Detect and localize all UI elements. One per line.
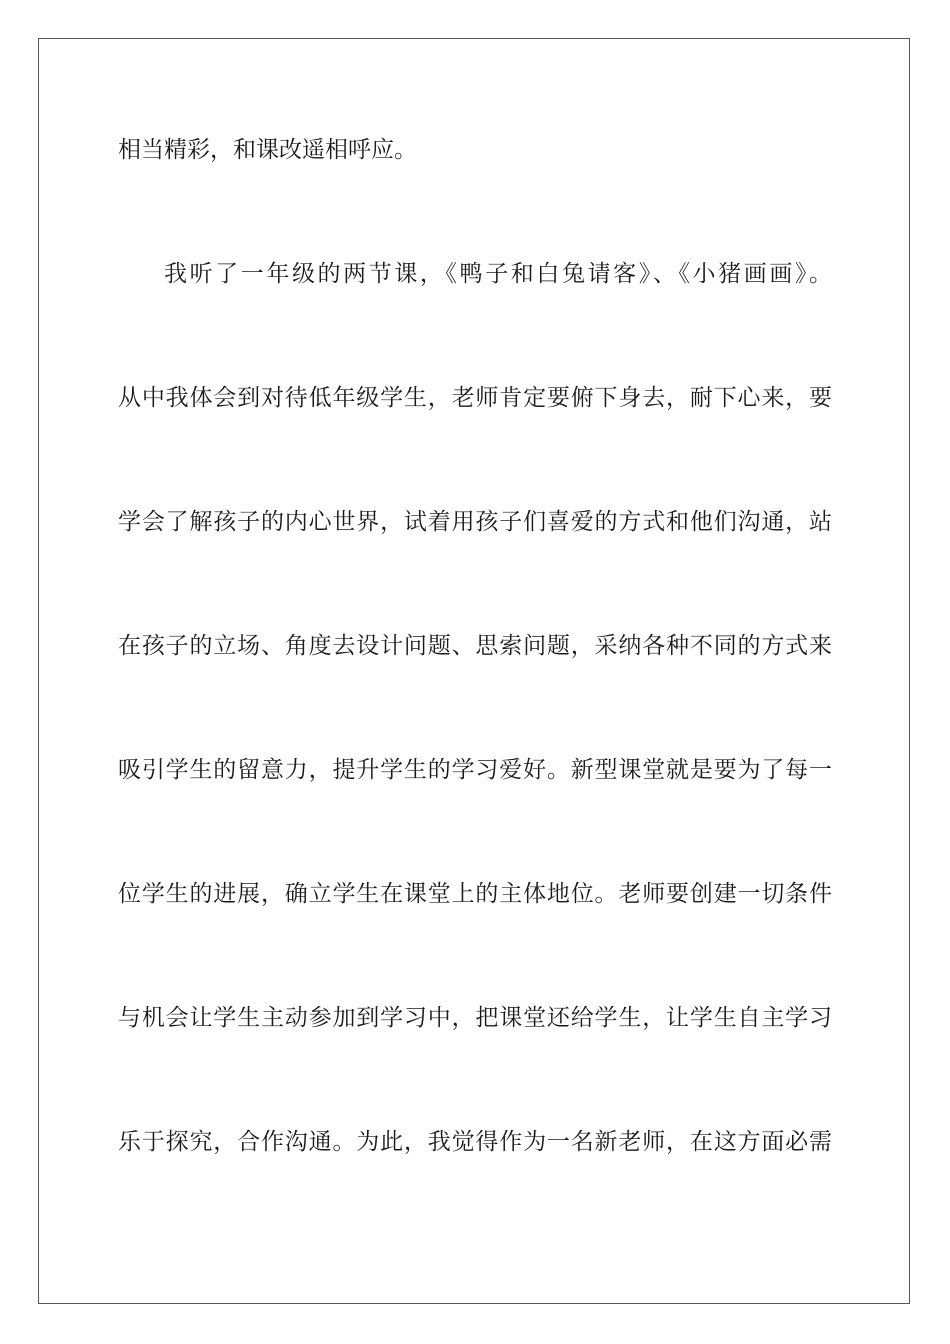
text-line-1: 相当精彩，和课改遥相呼应。 [118, 137, 417, 163]
text-line-9: 乐于探究，合作沟通。为此，我觉得作为一名新老师，在这方面必需 [118, 1129, 832, 1155]
text-line-2: 我听了一年级的两节课，《鸭子和白兔请客》、《小猪画画》。 [164, 261, 832, 287]
text-line-5: 在孩子的立场、角度去设计问题、思索问题，采纳各种不同的方式来 [118, 633, 832, 659]
text-line-3: 从中我体会到对待低年级学生，老师肯定要俯下身去，耐下心来，要 [118, 385, 832, 411]
text-line-8: 与机会让学生主动参加到学习中，把课堂还给学生，让学生自主学习 [118, 1005, 832, 1031]
text-line-7: 位学生的进展，确立学生在课堂上的主体地位。老师要创建一切条件 [118, 881, 832, 907]
text-line-6: 吸引学生的留意力，提升学生的学习爱好。新型课堂就是要为了每一 [118, 757, 832, 783]
page-border [38, 38, 910, 1304]
text-line-4: 学会了解孩子的内心世界，试着用孩子们喜爱的方式和他们沟通，站 [118, 509, 832, 535]
